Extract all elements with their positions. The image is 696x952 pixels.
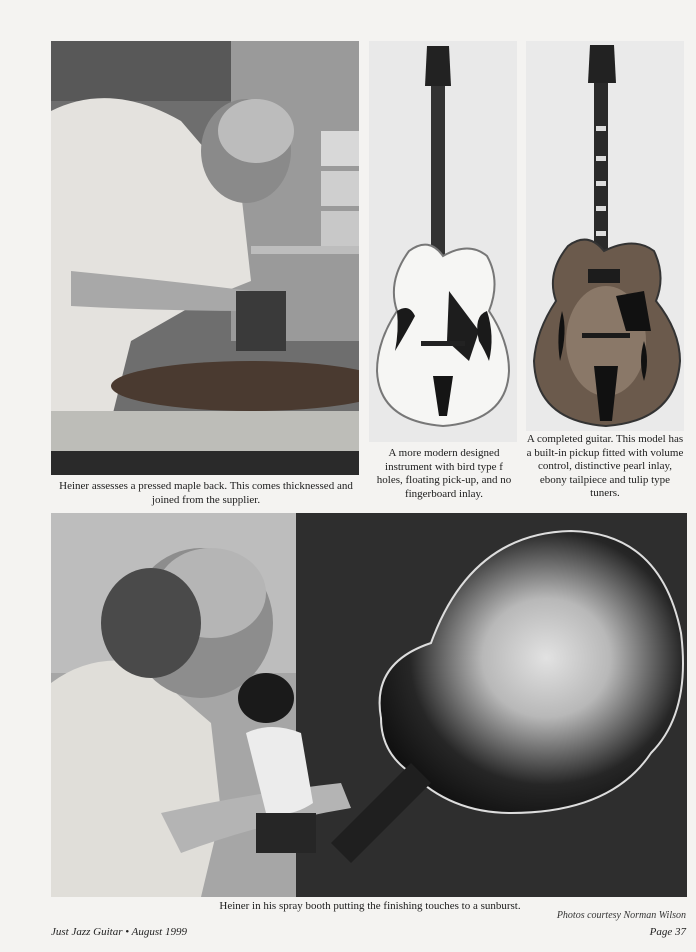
caption-modern-guitar: A more modern designed instrument with bird type f holes, floating pick-up, and no fingerboard inlay. (376, 447, 512, 500)
photo-spray-booth (51, 513, 687, 897)
footer-publication: Just Jazz Guitar • August 1999 (51, 926, 187, 938)
photo-workshop-sander (51, 41, 359, 475)
footer-page-number: Page 37 (649, 926, 686, 938)
caption-spray-booth: Heiner in his spray booth putting the finishing touches to a sunburst. (219, 900, 521, 912)
caption-completed-guitar: A completed guitar. This model has a built-in pickup fitted with volume control, distinctive pearl inlay, ebony tailpiece and tulip type tuners. (526, 433, 684, 499)
photo-modern-guitar (369, 41, 517, 442)
caption-sander: Heiner assesses a pressed maple back. This comes thicknessed and joined from the supplier. (59, 480, 353, 506)
photo-credit: Photos courtesy Norman Wilson (556, 910, 686, 921)
photo-completed-guitar (526, 41, 684, 431)
